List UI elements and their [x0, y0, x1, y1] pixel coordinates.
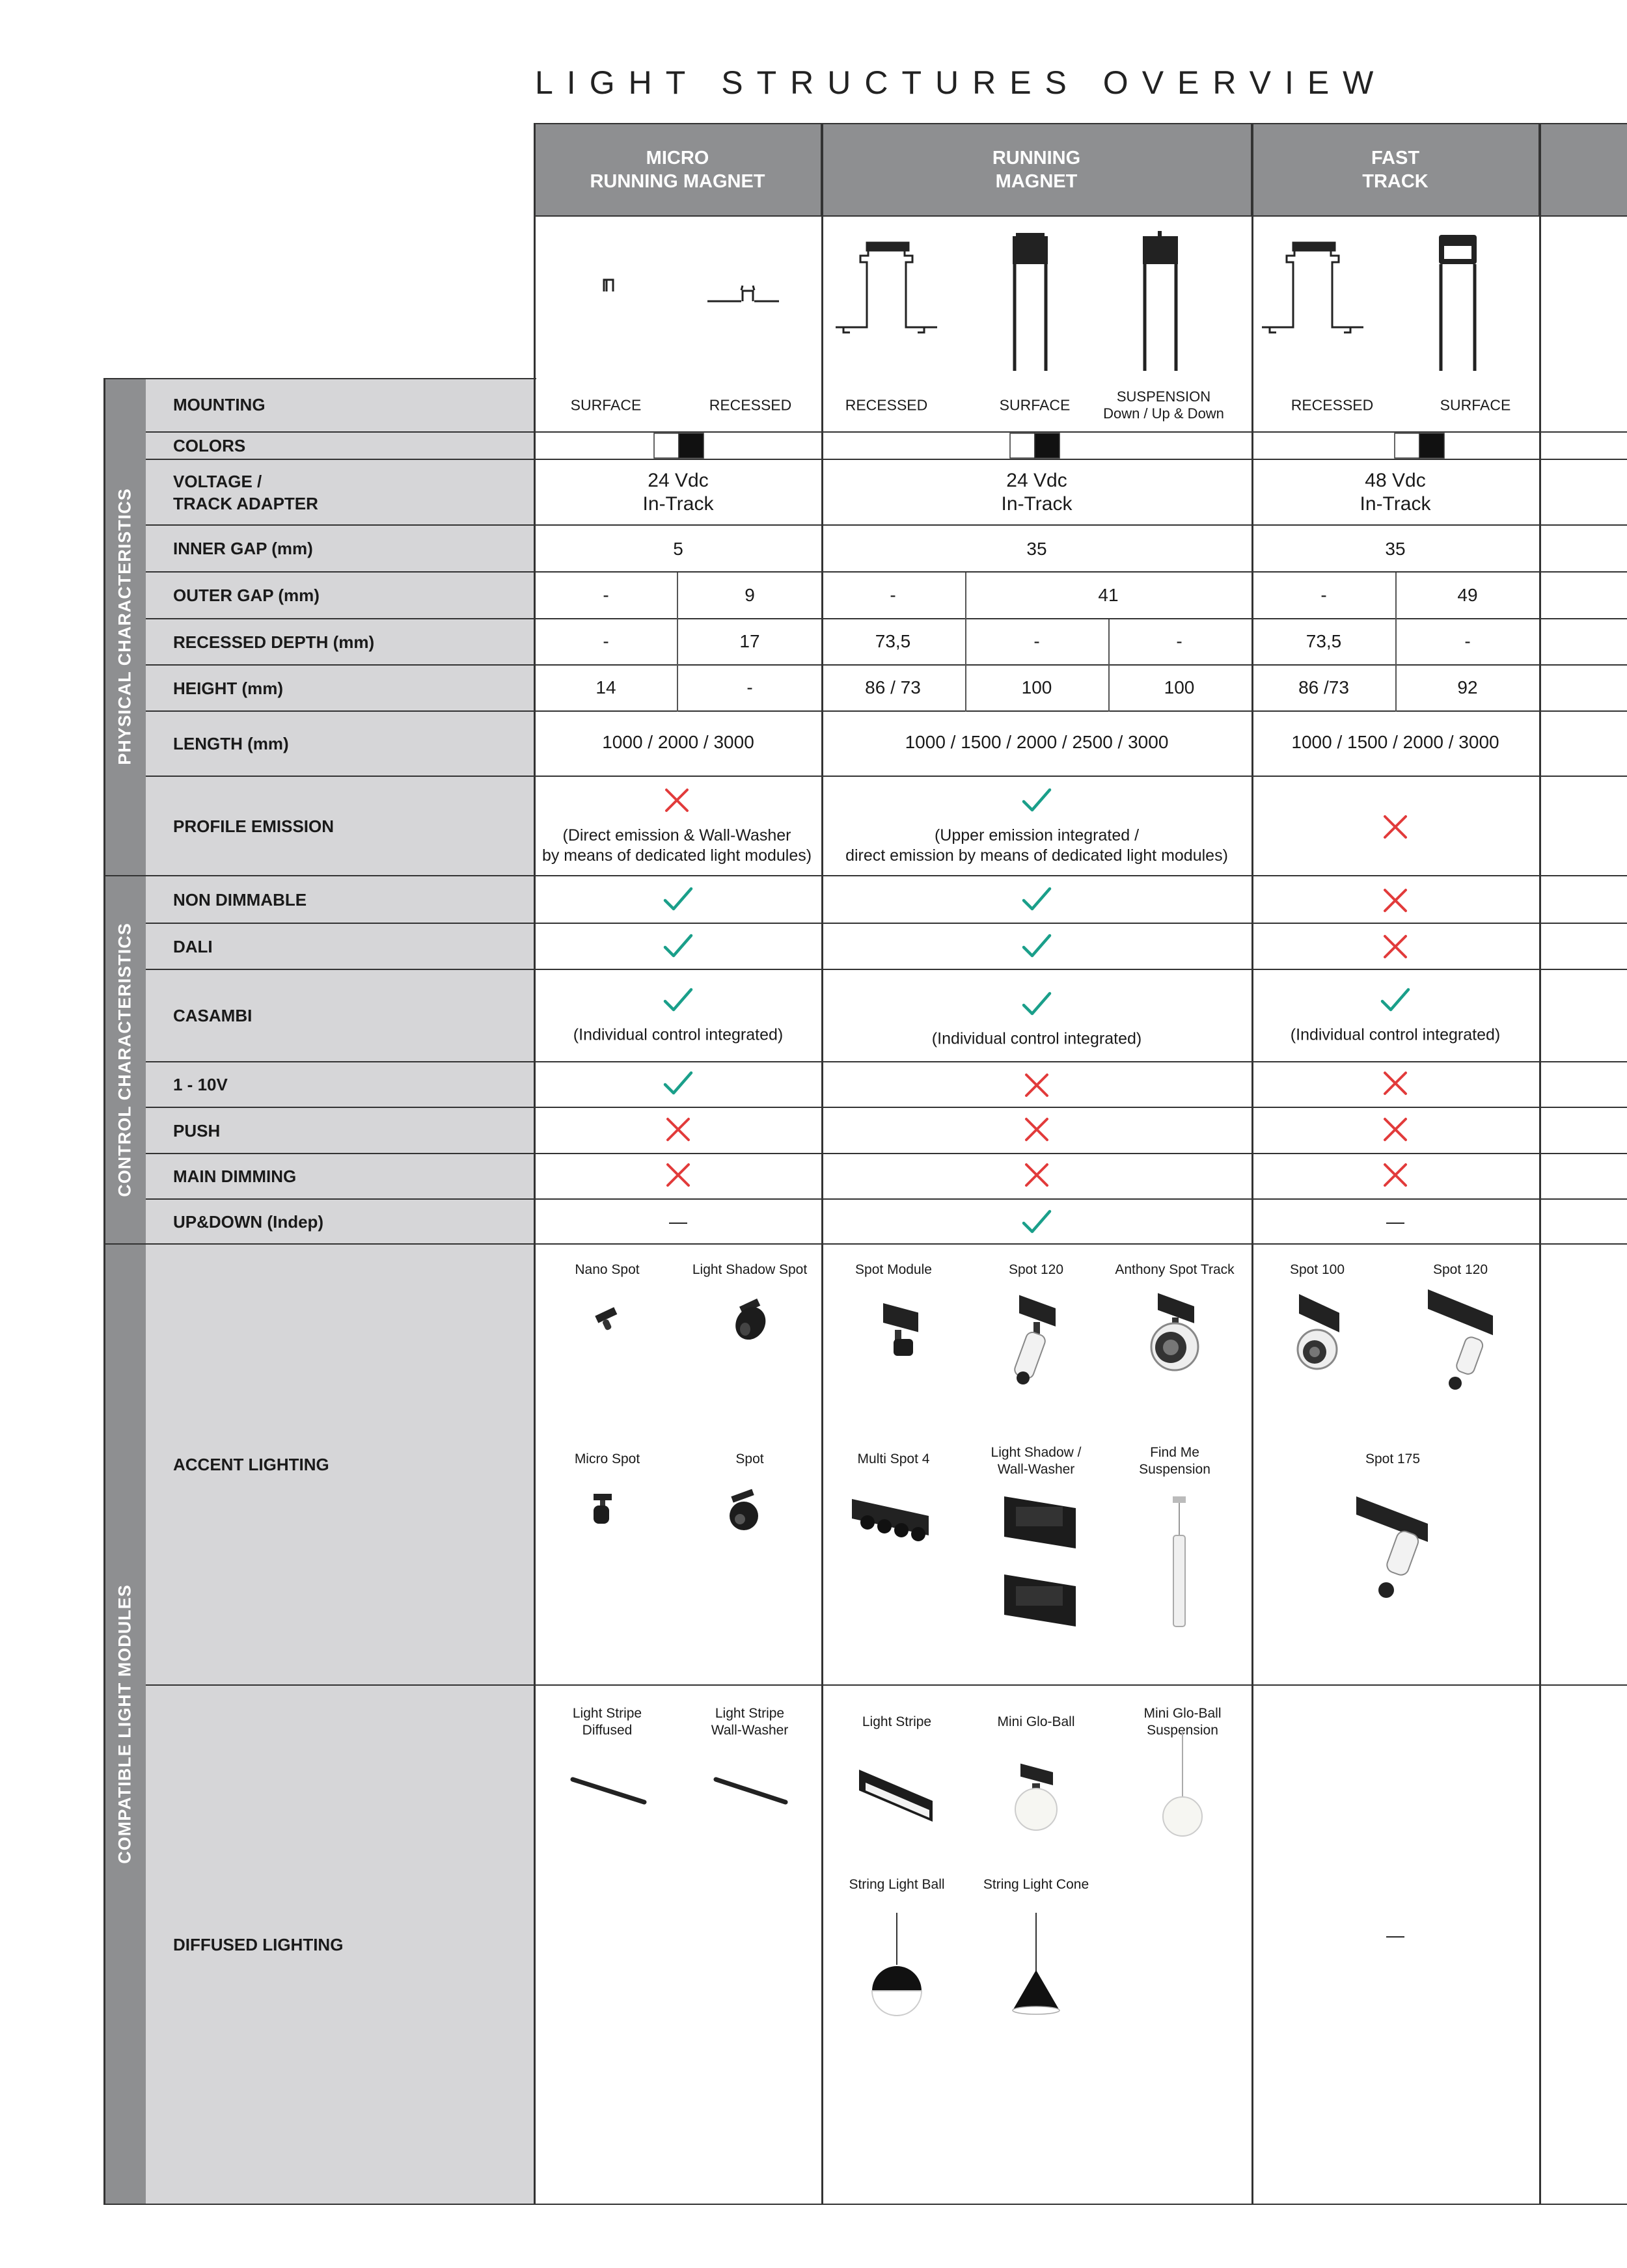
row-label-profile-emission: PROFILE EMISSION [146, 777, 534, 876]
length-micro: 1000 / 2000 / 3000 [602, 732, 754, 752]
outer-gap-micro-b: 9 [745, 585, 755, 605]
caption-spot-module: Spot Module [855, 1262, 932, 1277]
outer-gap-fast-b: 49 [1457, 585, 1478, 605]
row-label-height: HEIGHT (mm) [146, 666, 534, 712]
caption-string-light-ball: String Light Ball [849, 1877, 945, 1892]
light-stripe-diffused-icon [573, 1779, 644, 1802]
row-label-1-10v: 1 - 10V [146, 1062, 534, 1108]
length-running: 1000 / 1500 / 2000 / 2500 / 3000 [905, 732, 1169, 752]
column-header-running-line1: RUNNING [992, 147, 1081, 169]
row-label-updown: UP&DOWN (Indep) [146, 1200, 534, 1245]
multi-spot-4-icon [852, 1499, 929, 1541]
micro-spot-icon [594, 1494, 612, 1524]
row-label-colors: COLORS [146, 433, 534, 460]
spot-175-icon [1356, 1496, 1428, 1598]
nano-spot-icon [595, 1307, 622, 1332]
outer-gap-running-a: - [890, 585, 896, 605]
mounting-micro-recessed: RECESSED [709, 396, 792, 414]
recessed-depth-fast-b: - [1464, 631, 1471, 651]
spot-module-icon [883, 1303, 918, 1356]
mounting-running-surface: SURFACE [999, 396, 1071, 414]
outer-gap-running-b: 41 [1098, 585, 1119, 605]
caption-spot-120-fast: Spot 120 [1432, 1262, 1488, 1277]
caption-mini-glo-ball: Mini Glo-Ball [997, 1714, 1075, 1729]
row-label-mounting: MOUNTING [146, 378, 534, 433]
height-running-a: 86 / 73 [865, 677, 921, 697]
recessed-depth-micro-b: 17 [739, 631, 760, 651]
caption-light-shadow-wall-washer: Light Shadow / Wall-Washer [991, 1445, 1082, 1477]
voltage-running: 24 Vdc In-Track [1001, 470, 1073, 515]
recessed-depth-fast-a: 73,5 [1306, 631, 1342, 651]
voltage-fast: 48 Vdc In-Track [1360, 470, 1431, 515]
section-control-label: CONTROL CHARACTERISTICS [115, 923, 135, 1197]
updown-micro-dash: — [669, 1211, 687, 1232]
caption-anthony-spot-track: Anthony Spot Track [1115, 1262, 1235, 1277]
column-header-running-line2: MAGNET [995, 170, 1078, 192]
recessed-depth-running-b: - [1033, 631, 1040, 651]
row-label-main-dimming: MAIN DIMMING [146, 1154, 534, 1200]
inner-gap-running: 35 [1026, 539, 1047, 559]
recessed-depth-running-a: 73,5 [875, 631, 911, 651]
section-physical-label: PHYSICAL CHARACTERISTICS [115, 488, 135, 765]
outer-gap-micro-a: - [603, 585, 609, 605]
column-header-micro-line1: MICRO [646, 147, 709, 169]
mounting-running-suspension: SUSPENSION Down / Up & Down [1103, 388, 1224, 422]
height-fast-b: 92 [1457, 677, 1478, 697]
light-stripe-wall-washer-icon [716, 1779, 786, 1802]
row-label-voltage: VOLTAGE / TRACK ADAPTER [146, 460, 534, 526]
caption-mini-glo-ball-suspension: Mini Glo-Ball Suspension [1143, 1706, 1222, 1738]
caption-find-me-suspension: Find Me Suspension [1139, 1445, 1210, 1477]
casambi-running-note: (Individual control integrated) [931, 1029, 1142, 1048]
spot-120-running-icon [1013, 1295, 1056, 1384]
profile-emission-running-note: (Upper emission integrated / direct emission by means of dedicated light modules) [845, 826, 1228, 865]
row-label-casambi: CASAMBI [146, 970, 534, 1062]
row-label-inner-gap: INNER GAP (mm) [146, 526, 534, 573]
casambi-fast-note: (Individual control integrated) [1290, 1025, 1501, 1044]
page-title: LIGHT STRUCTURES OVERVIEW [535, 64, 1388, 101]
caption-nano-spot: Nano Spot [575, 1262, 640, 1277]
caption-light-shadow-spot: Light Shadow Spot [692, 1262, 808, 1277]
row-label-dali: DALI [146, 924, 534, 970]
row-label-push: PUSH [146, 1108, 534, 1154]
height-micro-a: 14 [595, 677, 616, 697]
spot-100-icon [1298, 1294, 1339, 1369]
mounting-fast-recessed: RECESSED [1291, 396, 1374, 414]
inner-gap-micro: 5 [673, 539, 683, 559]
row-label-recessed-depth: RECESSED DEPTH (mm) [146, 619, 534, 666]
string-light-ball-icon [872, 1913, 922, 2016]
section-modules-label: COMPATIBLE LIGHT MODULES [115, 1584, 135, 1864]
outer-gap-fast-a: - [1320, 585, 1327, 605]
mounting-fast-surface: SURFACE [1440, 396, 1511, 414]
mounting-micro-surface: SURFACE [570, 396, 642, 414]
mini-glo-ball-suspension-icon [1163, 1731, 1202, 1836]
row-label-length: LENGTH (mm) [146, 712, 534, 777]
inner-gap-fast: 35 [1385, 539, 1406, 559]
row-label-outer-gap: OUTER GAP (mm) [146, 573, 534, 619]
caption-spot-100: Spot 100 [1289, 1262, 1345, 1277]
caption-light-stripe-diffused: Light Stripe Diffused [572, 1706, 642, 1738]
length-fast: 1000 / 1500 / 2000 / 3000 [1291, 732, 1499, 752]
find-me-suspension-icon [1173, 1496, 1186, 1627]
mounting-running-recessed: RECESSED [845, 396, 928, 414]
column-header-micro-line2: RUNNING MAGNET [590, 170, 765, 192]
profile-emission-micro-note: (Direct emission & Wall-Washer by means of dedicated light modules) [541, 826, 812, 865]
spot-120-fast-icon [1428, 1289, 1493, 1390]
column-header-fast-line2: TRACK [1362, 170, 1429, 192]
height-running-c: 100 [1164, 677, 1195, 697]
anthony-spot-track-icon [1151, 1293, 1198, 1370]
light-shadow-wall-washer-icon [1004, 1496, 1076, 1627]
spot-icon [730, 1489, 758, 1530]
mini-glo-ball-icon [1015, 1764, 1057, 1830]
caption-light-stripe-wall-washer: Light Stripe Wall-Washer [711, 1706, 789, 1738]
recessed-depth-running-c: - [1176, 631, 1183, 651]
caption-light-stripe: Light Stripe [862, 1714, 932, 1729]
caption-micro-spot: Micro Spot [574, 1451, 640, 1466]
recessed-depth-micro-a: - [603, 631, 609, 651]
string-light-cone-icon [1013, 1913, 1060, 2014]
caption-spot-120-running: Spot 120 [1008, 1262, 1064, 1277]
row-label-accent: ACCENT LIGHTING [146, 1245, 534, 1686]
caption-spot-175: Spot 175 [1365, 1451, 1421, 1466]
height-fast-a: 86 /73 [1298, 677, 1349, 697]
row-label-non-dimmable: NON DIMMABLE [146, 876, 534, 924]
height-running-b: 100 [1021, 677, 1052, 697]
updown-fast-dash: — [1386, 1211, 1404, 1232]
caption-multi-spot-4: Multi Spot 4 [857, 1451, 930, 1466]
voltage-micro: 24 Vdc In-Track [642, 470, 714, 515]
caption-spot: Spot [735, 1451, 764, 1466]
diffused-fast-dash: — [1386, 1925, 1404, 1945]
light-shadow-spot-icon [730, 1299, 771, 1345]
row-label-diffused: DIFFUSED LIGHTING [146, 1686, 534, 2205]
caption-string-light-cone: String Light Cone [983, 1877, 1089, 1892]
height-micro-b: - [746, 677, 753, 697]
casambi-micro-note: (Individual control integrated) [573, 1025, 784, 1044]
light-stripe-icon [859, 1770, 933, 1822]
column-header-fast-line1: FAST [1371, 147, 1420, 169]
